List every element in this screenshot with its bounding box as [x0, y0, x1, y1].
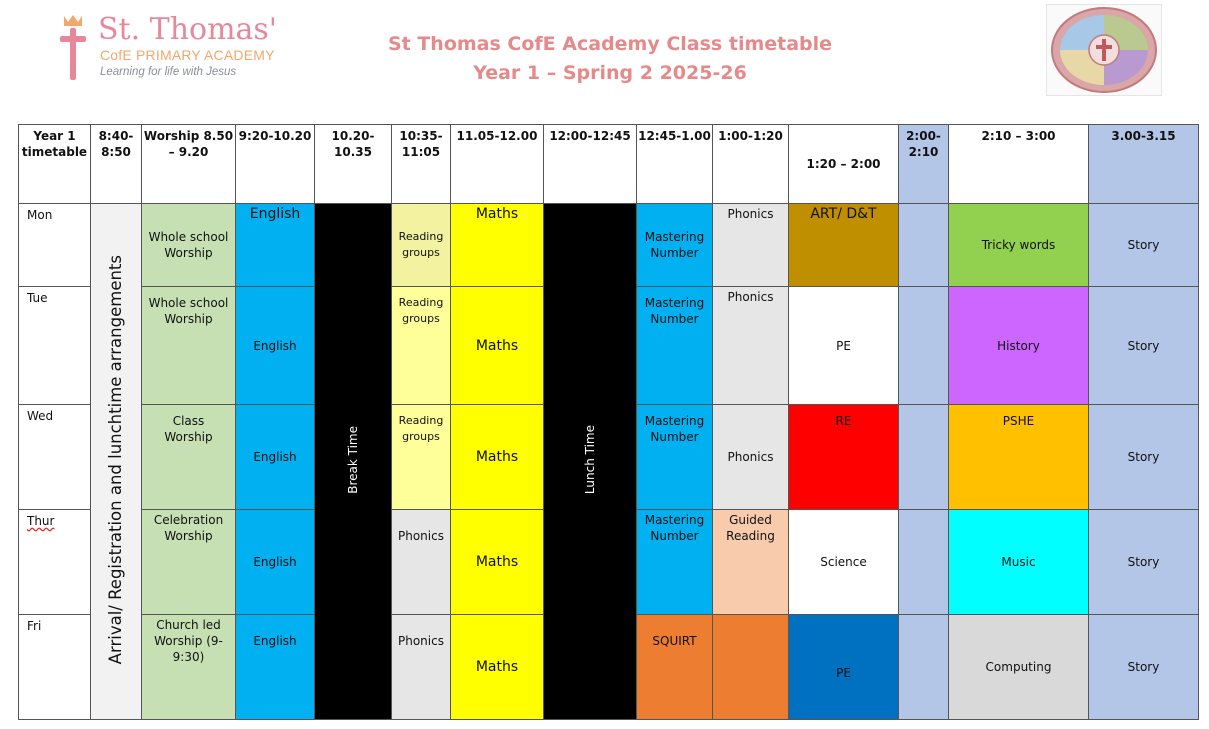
- logo-subtitle: CofE PRIMARY ACADEMY: [100, 47, 275, 63]
- cell-story: Story: [1089, 510, 1199, 615]
- cell-story: Story: [1089, 405, 1199, 510]
- cell-worship: Whole school Worship: [142, 204, 236, 287]
- header-time-0920: 9:20-10.20: [236, 125, 315, 204]
- cell-phonics: Phonics: [713, 405, 789, 510]
- header-time-0200: 2:00-2:10: [899, 125, 949, 204]
- cell-reading-groups: Reading groups: [392, 405, 451, 510]
- logo-tagline: Learning for life with Jesus: [100, 66, 237, 78]
- cell-re: RE: [789, 405, 899, 510]
- cell-break-slot: [899, 405, 949, 510]
- cell-worship: Church led Worship (9-9:30): [142, 615, 236, 720]
- cell-worship: Class Worship: [142, 405, 236, 510]
- day-label: Wed: [19, 405, 91, 510]
- header-time-1200: 12:00-12:45: [544, 125, 637, 204]
- cell-maths: Maths: [451, 287, 544, 405]
- header-time-1105: 11.05-12.00: [451, 125, 544, 204]
- cell-guided-reading: Guided Reading: [713, 510, 789, 615]
- cell-mastering-number: Mastering Number: [637, 287, 713, 405]
- cross-logo-icon: [58, 14, 88, 82]
- break-time-label: Break Time: [346, 425, 360, 494]
- cell-story: Story: [1089, 287, 1199, 405]
- header-time-0100: 1:00-1:20: [713, 125, 789, 204]
- cell-tricky-words: Tricky words: [949, 204, 1089, 287]
- cell-reading-groups: Reading groups: [392, 204, 451, 287]
- header-time-1020: 10.20-10.35: [315, 125, 392, 204]
- row-monday: [19, 204, 1199, 287]
- header-time-0840: 8:40-8:50: [91, 125, 142, 204]
- cell-break-slot: [899, 615, 949, 720]
- lunch-time-label: Lunch Time: [583, 424, 597, 495]
- cell-mastering-number: Mastering Number: [637, 510, 713, 615]
- cell-english: English: [236, 405, 315, 510]
- cell-english: English: [236, 204, 315, 287]
- cell-music: Music: [949, 510, 1089, 615]
- cell-phonics: Phonics: [713, 204, 789, 287]
- school-emblem: [1046, 4, 1162, 96]
- cell-phonics: Phonics: [713, 287, 789, 405]
- cell-maths: Maths: [451, 615, 544, 720]
- cell-break-slot: [899, 204, 949, 287]
- cell-story: Story: [1089, 615, 1199, 720]
- day-label: Fri: [19, 615, 91, 720]
- header-year1-timetable: Year 1 timetable: [19, 125, 91, 204]
- cell-squirt: SQUIRT: [637, 615, 713, 720]
- timetable: [18, 124, 1199, 720]
- cell-maths: Maths: [451, 204, 544, 287]
- emblem-icon: [1047, 5, 1161, 95]
- cell-story: Story: [1089, 204, 1199, 287]
- cell-worship: Whole school Worship: [142, 287, 236, 405]
- cell-maths: Maths: [451, 510, 544, 615]
- day-label: [19, 510, 91, 615]
- page-title: St Thomas CofE Academy Class timetable: [387, 33, 833, 55]
- school-logo: [58, 12, 288, 84]
- cell-english: English: [236, 287, 315, 405]
- cell-pshe: PSHE: [949, 405, 1089, 510]
- cell-reading-groups: Reading groups: [392, 287, 451, 405]
- cell-break-slot: [899, 287, 949, 405]
- arrival-label: Arrival/ Registration and lunchtime arrangements: [106, 254, 125, 665]
- break-time-column: [315, 204, 392, 720]
- cell-mastering-number: Mastering Number: [637, 204, 713, 287]
- cell-english: English: [236, 615, 315, 720]
- cell-pe: PE: [789, 287, 899, 405]
- cell-phonics: Phonics: [392, 510, 451, 615]
- cell-art-dt: ART/ D&T: [789, 204, 899, 287]
- arrival-column: [91, 204, 142, 720]
- cell-break-slot: [899, 510, 949, 615]
- cell-mastering-number: Mastering Number: [637, 405, 713, 510]
- header-worship: Worship 8.50 – 9.20: [142, 125, 236, 204]
- header-time-0210: 2:10 – 3:00: [949, 125, 1089, 204]
- header-row: [19, 125, 1199, 204]
- cell-history: History: [949, 287, 1089, 405]
- header-time-0300: 3.00-3.15: [1089, 125, 1199, 204]
- cell-computing: Computing: [949, 615, 1089, 720]
- cell-english: English: [236, 510, 315, 615]
- lunch-time-column: [544, 204, 637, 720]
- cell-phonics: Phonics: [392, 615, 451, 720]
- header-time-1035: 10:35-11:05: [392, 125, 451, 204]
- day-label: Mon: [19, 204, 91, 287]
- logo-school-name: St. Thomas': [98, 12, 278, 47]
- cell-squirt-continued: [713, 615, 789, 720]
- day-label-text: Thur: [27, 514, 55, 528]
- cell-science: Science: [789, 510, 899, 615]
- day-label: Tue: [19, 287, 91, 405]
- cell-maths: Maths: [451, 405, 544, 510]
- cell-pe: PE: [789, 615, 899, 720]
- header-time-1245: 12:45-1.00: [637, 125, 713, 204]
- page-subtitle: Year 1 – Spring 2 2025-26: [473, 62, 747, 84]
- cell-worship: Celebration Worship: [142, 510, 236, 615]
- header-time-0120: 1:20 – 2:00: [789, 125, 899, 204]
